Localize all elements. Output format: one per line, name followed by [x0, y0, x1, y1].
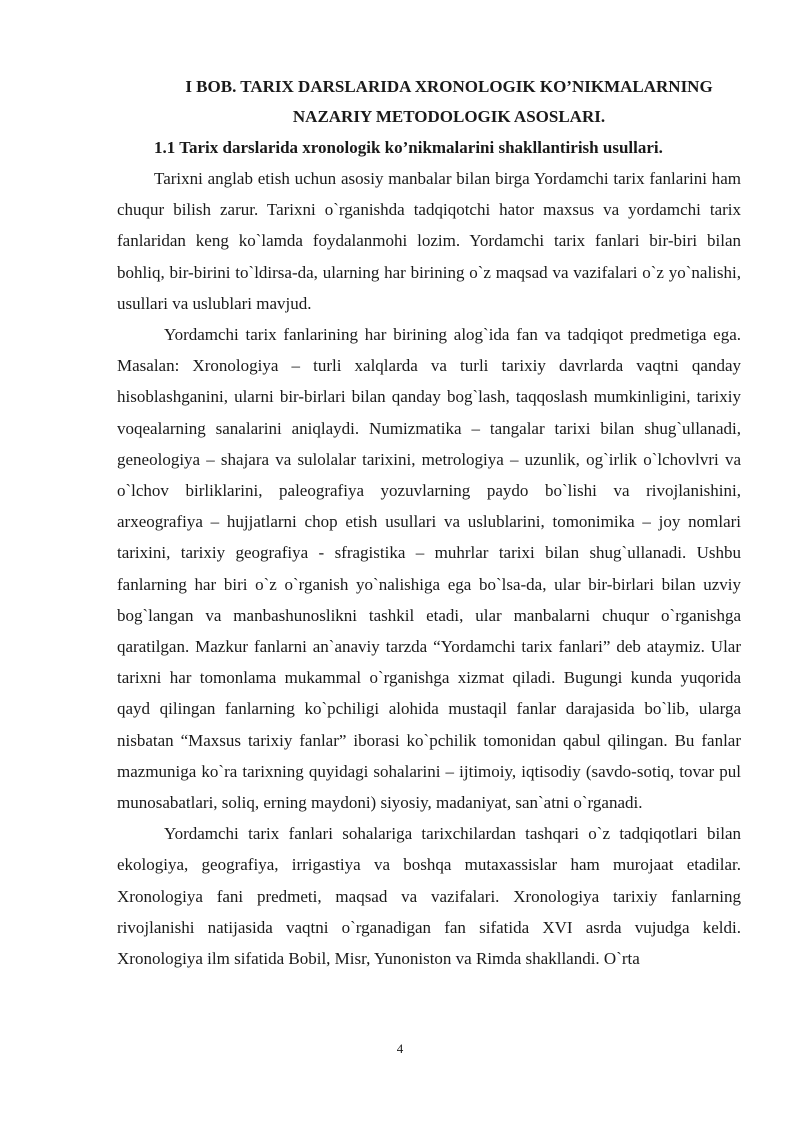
paragraph-2: Yordamchi tarix fanlarining har birining alog`ida fan va tadqiqot predmetiga ega. Masalan: Xronologiya – turli xalqlarda va turli tarixiy davrlarda vaqtni qanday hisoblashganini, ularni bir-birlari bilan qanday bog`lash, taqqoslash mumkinligini, tarixiy voqealarning sanalarini aniqlaydi. Numizmatika – tangalar tarixi bilan shug`ullanadi, geneologiya – shajara va sulolalar tarixini, metrologiya – uzunlik, og`irlik o`lchovlvri va o`lchov birliklarini, paleografiya yozuvlarning paydo bo`lishi va rivojlanishini, arxeografiya – hujjatlarni chop etish usullari va uslublarini, tomonimika – joy nomlari tarixini, tarixiy geografiya - sfragistika – muhrlar tarixi bilan shug`ullanadi. Ushbu fanlarning har biri o`z o`rganish yo`nalishiga ega bo`lsa-da, ular bir-birlari bilan uzviy bog`langan va manbashunoslikni tashkil etadi, ular manbalarni chuqur o`rganishga qaratilgan. Mazkur fanlarni an`anaviy tarzda “Yordamchi tarix fanlari” deb ataymiz. Ular tarixni har tomonlama mukammal o`rganishga xizmat qiladi. Bugungi kunda yuqorida qayd qilingan fanlarning ko`pchiligi alohida mustaqil fanlar darajasida bo`lib, ularga nisbatan “Maxsus tarixiy fanlar” iborasi ko`pchilik tomonidan qabul qilingan. Bu fanlar mazmuniga ko`ra tarixning quyidagi sohalarini – ijtimoiy, iqtisodiy (savdo-sotiq, tovar pul munosabatlari, soliq, erning maydoni) siyosiy, madaniyat, san`atni o`rganadi.: [117, 325, 741, 813]
paragraph-3: Yordamchi tarix fanlari sohalariga tarixchilardan tashqari o`z tadqiqotlari bilan ekologiya, geografiya, irrigastiya va boshqa mutaxassislar ham murojaat etadilar. Xronologiya fani predmeti, maqsad va vazifalari. Xronologiya tarixiy fanlarning rivojlanishi natijasida vaqtni o`rganadigan fan sifatida XVI asrda vujudga keldi. Xronologiya ilm sifatida Bobil, Misr, Yunoniston va Rimda shakllandi. O`rta: [117, 824, 741, 969]
chapter-title-line-1: I BOB. TARIX DARSLARIDA XRONOLOGIK KO’NIKMALARNING: [185, 77, 713, 96]
paragraph-1: Tarixni anglab etish uchun asosiy manbalar bilan birga Yordamchi tarix fanlarini ham chuqur bilish zarur. Tarixni o`rganishda tadqiqotchi hator maxsus va yordamchi tarix fanlaridan keng ko`lamda foydalanmohi lozim. Yordamchi tarix fanlari bir-biri bilan bohliq, bir-birini to`ldirsa-da, ularning har birining o`z maqsad va vazifalari o`z yo`nalishi, usullari va uslublari mavjud.: [117, 169, 741, 313]
section-title: 1.1 Tarix darslarida xronologik ko’nikmalarini shakllantirish usullari.: [154, 138, 663, 157]
page-number: 4: [396, 1041, 404, 1056]
page-content: [117, 72, 741, 974]
chapter-title-line-2: NAZARIY METODOLOGIK ASOSLARI.: [292, 107, 606, 126]
